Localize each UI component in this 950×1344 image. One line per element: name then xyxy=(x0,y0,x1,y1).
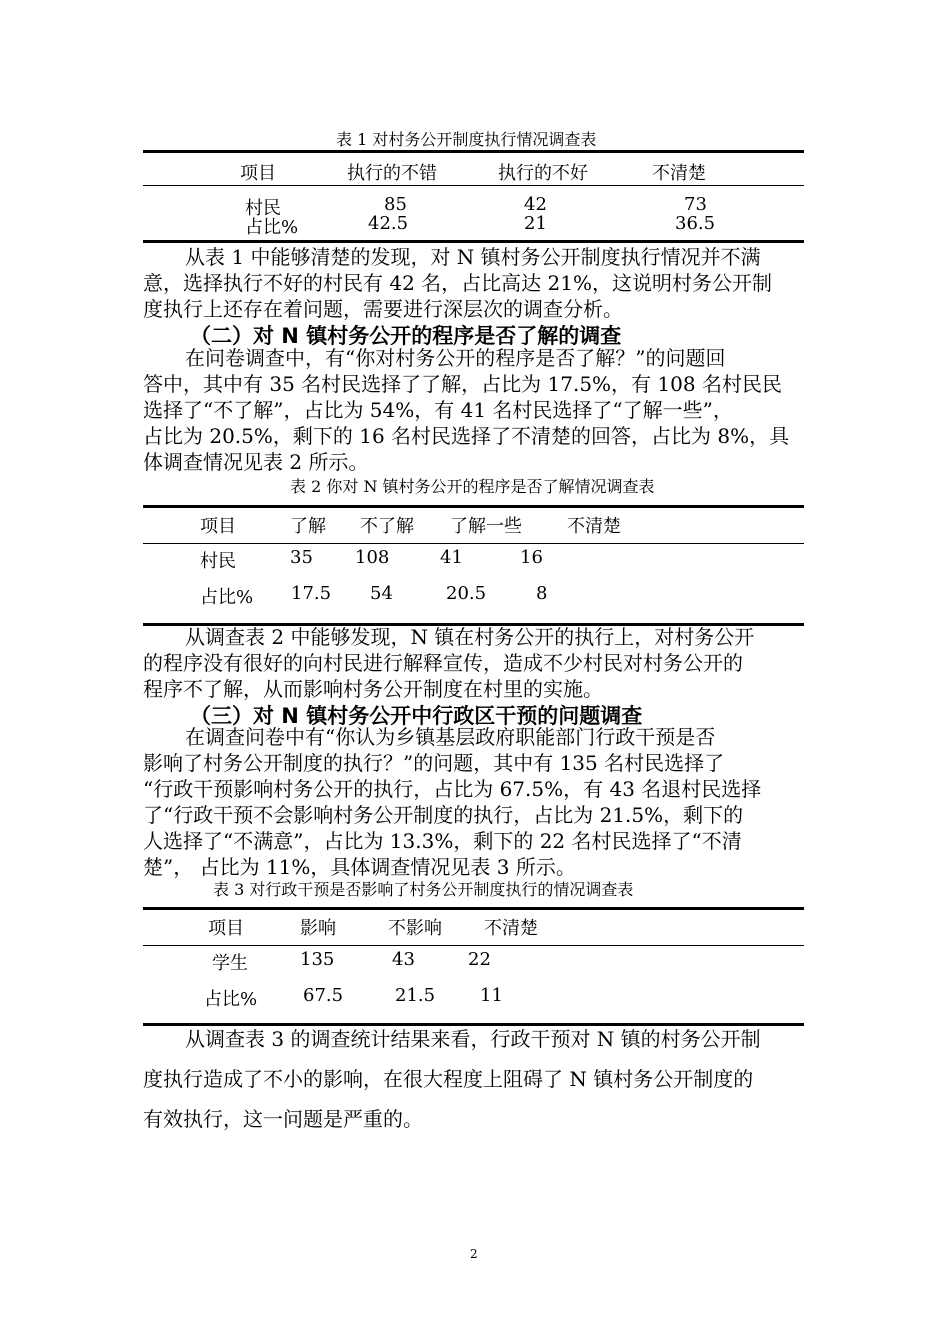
paragraph-2-line: 答中，其中有 35 名村民选择了了解，占比为 17.5%，有 108 名村民民 xyxy=(143,372,782,396)
paragraph-5-line: 有效执行，这一问题是严重的。 xyxy=(143,1107,423,1131)
table3-caption: 表 3 对行政干预是否影响了村务公开制度执行的情况调查表 xyxy=(213,880,634,899)
paragraph-2-line: 选择了“不了解”，占比为 54%，有 41 名村民选择了“了解一些”， xyxy=(143,398,733,422)
table3-row1-label: 学生 xyxy=(212,953,248,974)
table3-row1-unclear: 22 xyxy=(468,949,491,970)
table2-row2-some: 20.5 xyxy=(446,583,487,604)
paragraph-5 xyxy=(143,1019,804,1139)
table3-header-unclear: 不清楚 xyxy=(484,918,538,939)
table3-header-rule xyxy=(143,945,804,946)
table1-row1-unclear: 73 xyxy=(684,194,707,215)
paragraph-4-line: 人选择了“不满意”，占比为 13.3%，剩下的 22 名村民选择了“不清 xyxy=(143,829,742,853)
table3-row1-affect: 135 xyxy=(300,949,335,970)
table1-row2-unclear: 36.5 xyxy=(675,213,716,234)
table2-row1-label: 村民 xyxy=(200,551,236,572)
table2-row2-know: 17.5 xyxy=(291,583,332,604)
table2-header-rule xyxy=(143,543,804,544)
table2-header-unclear: 不清楚 xyxy=(567,516,621,537)
paragraph-2 xyxy=(143,345,804,475)
table1-header-item: 项目 xyxy=(240,163,276,184)
paragraph-4-line: 了“行政干预不会影响村务公开制度的执行，占比为 21.5%，剩下的 xyxy=(143,803,744,827)
paragraph-1-line: 从表 1 中能够清楚的发现，对 N 镇村务公开制度执行情况并不满 xyxy=(185,245,761,269)
paragraph-2-line: 在问卷调查中，有“你对村务公开的程序是否了解？”的问题回 xyxy=(185,346,726,370)
paragraph-1-line: 意，选择执行不好的村民有 42 名，占比高达 21%，这说明村务公开制 xyxy=(143,271,772,295)
paragraph-3 xyxy=(143,624,804,702)
table2-header-know: 了解 xyxy=(290,516,326,537)
table1-row1-bad: 42 xyxy=(524,194,547,215)
table2-row1-know: 35 xyxy=(290,547,313,568)
paragraph-4 xyxy=(143,724,804,880)
table2-header-not-know: 不了解 xyxy=(360,516,414,537)
paragraph-3-line: 程序不了解，从而影响村务公开制度在村里的实施。 xyxy=(143,677,603,701)
paragraph-5-line: 从调查表 3 的调查统计结果来看，行政干预对 N 镇的村务公开制 xyxy=(185,1027,761,1051)
paragraph-2-line: 占比为 20.5%，剩下的 16 名村民选择了不清楚的回答，占比为 8%，具 xyxy=(143,424,790,448)
table3-row1-no-affect: 43 xyxy=(392,949,415,970)
table1-caption: 表 1 对村务公开制度执行情况调查表 xyxy=(336,130,597,149)
paragraph-4-line: 楚”， 占比为 11%，具体调查情况见表 3 所示。 xyxy=(143,855,576,879)
table1-header-unclear: 不清楚 xyxy=(652,163,706,184)
table1-header-bad: 执行的不好 xyxy=(498,163,588,184)
table2-row1-not-know: 108 xyxy=(355,547,390,568)
page-number: 2 xyxy=(470,1247,478,1261)
table1-row2-bad: 21 xyxy=(524,213,547,234)
paragraph-4-line: “行政干预影响村务公开的执行，占比为 67.5%，有 43 名退村民选择 xyxy=(143,777,762,801)
paragraph-2-line: 体调查情况见表 2 所示。 xyxy=(143,450,369,474)
table1-header-good: 执行的不错 xyxy=(347,163,437,184)
table1-header-rule xyxy=(143,185,804,186)
section-heading-3: （三）对 N 镇村务公开中行政区干预的问题调查 xyxy=(190,704,643,728)
paragraph-3-line: 的程序没有很好的向村民进行解释宣传，造成不少村民对村务公开的 xyxy=(143,651,743,675)
table2-row2-not-know: 54 xyxy=(370,583,393,604)
table2-row2-label: 占比% xyxy=(200,587,254,608)
table1-top-rule xyxy=(143,150,804,153)
table2-row1-some: 41 xyxy=(440,547,463,568)
section-heading-2: （二）对 N 镇村务公开的程序是否了解的调查 xyxy=(190,324,622,348)
table2-header-item: 项目 xyxy=(200,516,236,537)
table2-row1-unclear: 16 xyxy=(520,547,543,568)
paragraph-1-line: 度执行上还存在着问题，需要进行深层次的调查分析。 xyxy=(143,297,623,321)
table1-row2-good: 42.5 xyxy=(368,213,409,234)
table2-caption: 表 2 你对 N 镇村务公开的程序是否了解情况调查表 xyxy=(290,477,655,496)
table1-bottom-rule xyxy=(143,240,804,243)
table3-header-affect: 影响 xyxy=(300,918,336,939)
table1-row1-label: 村民 xyxy=(245,198,281,219)
table3-top-rule xyxy=(143,907,804,910)
paragraph-4-line: 在调查问卷中有“你认为乡镇基层政府职能部门行政干预是否 xyxy=(185,725,716,749)
table3-row2-no-affect: 21.5 xyxy=(395,985,436,1006)
paragraph-4-line: 影响了村务公开制度的执行？”的问题，其中有 135 名村民选择了 xyxy=(143,751,725,775)
table2-row2-unclear: 8 xyxy=(536,583,548,604)
table1-row2-label: 占比% xyxy=(245,217,299,238)
table3-header-no-affect: 不影响 xyxy=(388,918,442,939)
paragraph-5-line: 度执行造成了不小的影响，在很大程度上阻碍了 N 镇村务公开制度的 xyxy=(143,1067,754,1091)
paragraph-1 xyxy=(143,244,804,322)
table3-row2-unclear: 11 xyxy=(480,985,503,1006)
table3-row2-label: 占比% xyxy=(204,989,258,1010)
table3-row2-affect: 67.5 xyxy=(303,985,344,1006)
table1-row1-good: 85 xyxy=(384,194,407,215)
table3-header-item: 项目 xyxy=(208,918,244,939)
table2-header-some: 了解一些 xyxy=(450,516,522,537)
table2-top-rule xyxy=(143,505,804,508)
paragraph-3-line: 从调查表 2 中能够发现，N 镇在村务公开的执行上，对村务公开 xyxy=(185,625,755,649)
